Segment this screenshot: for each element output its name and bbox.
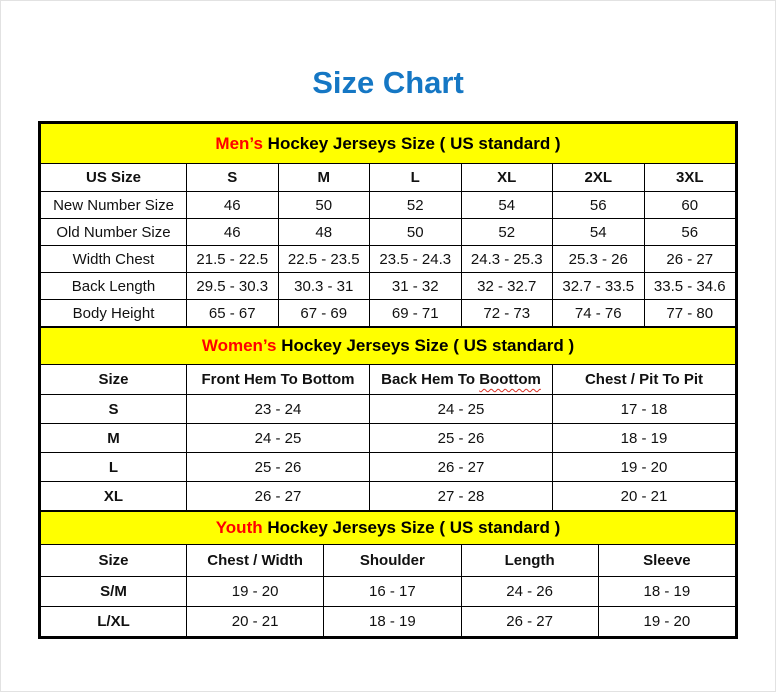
- size-value: 30.3 - 31: [278, 273, 370, 300]
- back-hem-misspelled-word: Boottom: [479, 371, 541, 388]
- size-value: 48: [278, 219, 370, 246]
- size-value: 25 - 26: [370, 424, 553, 453]
- size-value: 54: [553, 219, 645, 246]
- size-value: 77 - 80: [644, 300, 736, 327]
- mens-size-table: [40, 123, 736, 327]
- row-label: Old Number Size: [41, 219, 187, 246]
- size-value: 26 - 27: [187, 482, 370, 511]
- size-value: 56: [644, 219, 736, 246]
- table-row: [41, 577, 736, 607]
- table-row: [41, 192, 736, 219]
- youth-caption-highlight: Youth: [215, 518, 263, 537]
- youth-header-sleeve: Sleeve: [598, 545, 735, 577]
- size-value: 31 - 32: [370, 273, 462, 300]
- size-value: 19 - 20: [553, 453, 736, 482]
- womens-size-table: [40, 327, 736, 511]
- size-value: 20 - 21: [187, 607, 324, 637]
- size-value: 24 - 26: [461, 577, 598, 607]
- row-label: S/M: [41, 577, 187, 607]
- mens-caption-text: Hockey Jerseys Size ( US standard ): [262, 133, 561, 153]
- youth-caption-text: Hockey Jerseys Size ( US standard ): [262, 518, 561, 537]
- size-value: 17 - 18: [553, 395, 736, 424]
- size-value: 24 - 25: [370, 395, 553, 424]
- table-row: [41, 482, 736, 511]
- size-value: 29.5 - 30.3: [187, 273, 279, 300]
- mens-header-us-size: US Size: [41, 164, 187, 192]
- size-value: 26 - 27: [461, 607, 598, 637]
- womens-header-row: [41, 365, 736, 395]
- size-value: 25 - 26: [187, 453, 370, 482]
- womens-header-front-hem: Front Hem To Bottom: [187, 365, 370, 395]
- size-value: 27 - 28: [370, 482, 553, 511]
- size-value: 46: [187, 192, 279, 219]
- mens-header-l: L: [370, 164, 462, 192]
- size-value: 26 - 27: [370, 453, 553, 482]
- size-value: 52: [370, 192, 462, 219]
- womens-header-chest: Chest / Pit To Pit: [553, 365, 736, 395]
- row-label: S: [41, 395, 187, 424]
- size-value: 69 - 71: [370, 300, 462, 327]
- size-value: 21.5 - 22.5: [187, 246, 279, 273]
- row-label: L: [41, 453, 187, 482]
- womens-caption-text: Hockey Jerseys Size ( US standard ): [276, 336, 575, 355]
- size-value: 74 - 76: [553, 300, 645, 327]
- size-value: 20 - 21: [553, 482, 736, 511]
- table-row: [41, 246, 736, 273]
- back-hem-prefix: Back Hem To: [381, 371, 480, 388]
- womens-header-size: Size: [41, 365, 187, 395]
- youth-table-caption: [41, 512, 736, 545]
- size-value: 23.5 - 24.3: [370, 246, 462, 273]
- size-value: 22.5 - 23.5: [278, 246, 370, 273]
- row-label: Back Length: [41, 273, 187, 300]
- page-title: Size Chart: [312, 65, 464, 100]
- table-row: [41, 300, 736, 327]
- size-value: 50: [278, 192, 370, 219]
- size-value: 65 - 67: [187, 300, 279, 327]
- table-row: [41, 453, 736, 482]
- size-value: 18 - 19: [553, 424, 736, 453]
- youth-header-length: Length: [461, 545, 598, 577]
- size-value: 19 - 20: [598, 607, 735, 637]
- size-value: 32.7 - 33.5: [553, 273, 645, 300]
- size-value: 19 - 20: [187, 577, 324, 607]
- size-value: 50: [370, 219, 462, 246]
- mens-header-m: M: [278, 164, 370, 192]
- size-value: 24.3 - 25.3: [461, 246, 553, 273]
- row-label: New Number Size: [41, 192, 187, 219]
- row-label: Body Height: [41, 300, 187, 327]
- womens-caption-highlight: Women’s: [201, 336, 277, 355]
- mens-header-s: S: [187, 164, 279, 192]
- row-label: XL: [41, 482, 187, 511]
- womens-table-caption: [41, 328, 736, 365]
- size-value: 56: [553, 192, 645, 219]
- youth-size-table: [40, 511, 736, 637]
- row-label: M: [41, 424, 187, 453]
- size-value: 16 - 17: [324, 577, 461, 607]
- youth-header-shoulder: Shoulder: [324, 545, 461, 577]
- mens-header-xl: XL: [461, 164, 553, 192]
- table-row: [41, 395, 736, 424]
- mens-caption-highlight: Men’s: [215, 133, 263, 153]
- size-value: 54: [461, 192, 553, 219]
- size-value: 23 - 24: [187, 395, 370, 424]
- table-row: [41, 424, 736, 453]
- size-value: 26 - 27: [644, 246, 736, 273]
- size-value: 52: [461, 219, 553, 246]
- size-chart-tables: [38, 121, 738, 639]
- mens-table-caption: [41, 124, 736, 164]
- womens-header-back-hem: [370, 365, 553, 395]
- size-value: 60: [644, 192, 736, 219]
- size-value: 32 - 32.7: [461, 273, 553, 300]
- size-value: 67 - 69: [278, 300, 370, 327]
- mens-header-row: [41, 164, 736, 192]
- mens-header-2xl: 2XL: [553, 164, 645, 192]
- size-value: 46: [187, 219, 279, 246]
- mens-header-3xl: 3XL: [644, 164, 736, 192]
- size-value: 18 - 19: [324, 607, 461, 637]
- youth-header-size: Size: [41, 545, 187, 577]
- size-value: 33.5 - 34.6: [644, 273, 736, 300]
- row-label: L/XL: [41, 607, 187, 637]
- size-value: 25.3 - 26: [553, 246, 645, 273]
- size-value: 72 - 73: [461, 300, 553, 327]
- table-row: [41, 219, 736, 246]
- youth-header-row: [41, 545, 736, 577]
- youth-header-chest-width: Chest / Width: [187, 545, 324, 577]
- table-row: [41, 273, 736, 300]
- size-value: 24 - 25: [187, 424, 370, 453]
- table-row: [41, 607, 736, 637]
- size-value: 18 - 19: [598, 577, 735, 607]
- row-label: Width Chest: [41, 246, 187, 273]
